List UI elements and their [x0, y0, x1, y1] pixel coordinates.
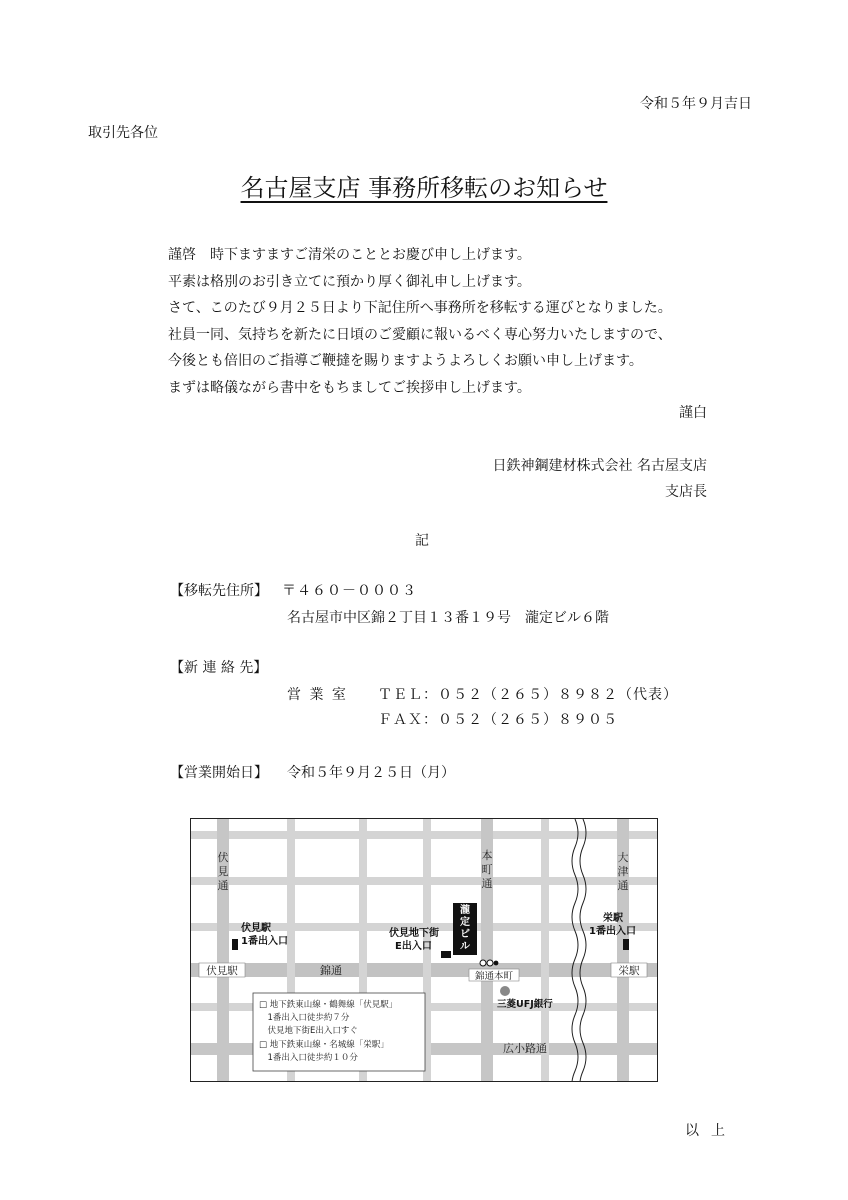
underground-label-2: E出入口	[395, 941, 432, 952]
building-label-1: 瀧	[460, 905, 470, 916]
body-line: 今後とも倍旧のご指導ご鞭撻を賜りますようよろしくお願い申し上げます。	[168, 353, 643, 369]
fushimi-station-label: 伏見駅	[206, 965, 238, 977]
address: 名古屋市中区錦２丁目１３番１９号 瀧定ビル６階	[287, 610, 609, 626]
body-line: さて、このたび９月２５日より下記住所へ事務所を移転する運びとなりました。	[168, 300, 672, 316]
page-title	[0, 168, 848, 203]
tel: ＴＥＬ：０５２（２６５）８９８２（代表）	[378, 687, 678, 703]
closing: 謹白	[679, 405, 707, 421]
legend-line-4: □ 地下鉄東山線・名城線「栄駅」	[259, 1040, 389, 1050]
body-line: 社員一同、気持ちを新たに日頃のご愛顧に報いるべく専心努力いたしますので、	[168, 326, 672, 343]
bank-marker	[500, 986, 510, 996]
fushimi-dori-label	[218, 850, 229, 892]
fushimi-dori-3: 通	[217, 879, 229, 892]
legend-line-1: □ 地下鉄東山線・鶴舞線「伏見駅」	[259, 1000, 398, 1010]
fushimi-exit-label-2: 1番出入口	[241, 936, 288, 947]
honmachi-dori-1: 本	[481, 849, 493, 862]
fushimi-dori-2: 見	[217, 865, 229, 878]
building-label-3: ビ	[460, 929, 470, 940]
building-label-4: ル	[460, 941, 470, 952]
nishiki-dori-label: 錦通	[320, 964, 342, 977]
recipient: 取引先各位	[88, 125, 158, 141]
letter-body	[168, 242, 672, 401]
otsu-dori-1: 大	[617, 851, 629, 864]
honmachi-dori-label	[482, 848, 493, 890]
address-label: 【移転先住所】	[170, 583, 268, 599]
legend-line-2: 1番出入口徒歩約７分	[259, 1013, 350, 1023]
otsu-dori-2: 津	[617, 865, 629, 878]
fushimi-exit-marker	[232, 939, 238, 950]
fushimi-exit-label-1: 伏見駅	[241, 923, 271, 934]
date: 令和５年９月吉日	[640, 96, 752, 112]
body-line: 謹啓 時下ますますご清栄のこととお慶び申し上げます。	[168, 247, 531, 263]
fax: ＦＡＸ：０５２（２６５）８９０５	[378, 712, 618, 728]
ki-heading: 記	[415, 533, 429, 549]
title-text: 名古屋支店 事務所移転のお知らせ	[240, 174, 608, 202]
legend-line-5: 1番出入口徒歩約１０分	[259, 1053, 358, 1063]
ijo: 以上	[685, 1123, 737, 1139]
postal-code: 〒４６０－０００３	[282, 583, 417, 599]
nishiki-honmachi-label: 錦通本町	[474, 971, 514, 982]
honmachi-dori-2: 町	[481, 863, 493, 876]
intersection-marker-2	[487, 960, 493, 966]
hirokoji-dori-label: 広小路通	[503, 1042, 547, 1055]
map-break-right	[580, 819, 586, 1081]
body-line: まずは略儀ながら書中をもちましてご挨拶申し上げます。	[168, 379, 531, 396]
legend-line-3: 伏見地下街E出入口すぐ	[259, 1026, 358, 1036]
building-label-2: 定	[460, 917, 470, 928]
building-label	[460, 903, 471, 952]
sakae-station-label: 栄駅	[618, 965, 640, 977]
underground-exit-marker	[441, 951, 451, 958]
underground-label-1: 伏見地下街	[389, 928, 439, 939]
honmachi-dori-3: 通	[481, 877, 493, 890]
otsu-dori-label	[618, 850, 629, 892]
fushimi-dori-1: 伏	[217, 851, 229, 864]
intersection-marker-3	[494, 961, 499, 966]
sakae-exit-label-2: 1番出入口	[589, 926, 636, 937]
access-map	[190, 818, 658, 1082]
start-label: 【営業開始日】	[170, 765, 268, 781]
bank-label: 三菱UFJ銀行	[497, 999, 553, 1010]
otsu-dori-3: 通	[617, 879, 629, 892]
sender-company: 日鉄神鋼建材株式会社 名古屋支店	[492, 458, 707, 474]
sakae-exit-marker	[623, 939, 629, 950]
body-line: 平素は格別のお引き立てに預かり厚く御礼申し上げます。	[168, 273, 531, 290]
map-break-left	[572, 819, 578, 1081]
office-label: 営 業 室	[287, 687, 348, 703]
sender-position: 支店長	[665, 484, 707, 500]
sakae-exit-label-1: 栄駅	[603, 913, 623, 924]
start-date: 令和５年９月２５日（月）	[287, 765, 455, 781]
contact-label: 【新 連 絡 先】	[170, 660, 268, 676]
intersection-marker-1	[480, 960, 486, 966]
